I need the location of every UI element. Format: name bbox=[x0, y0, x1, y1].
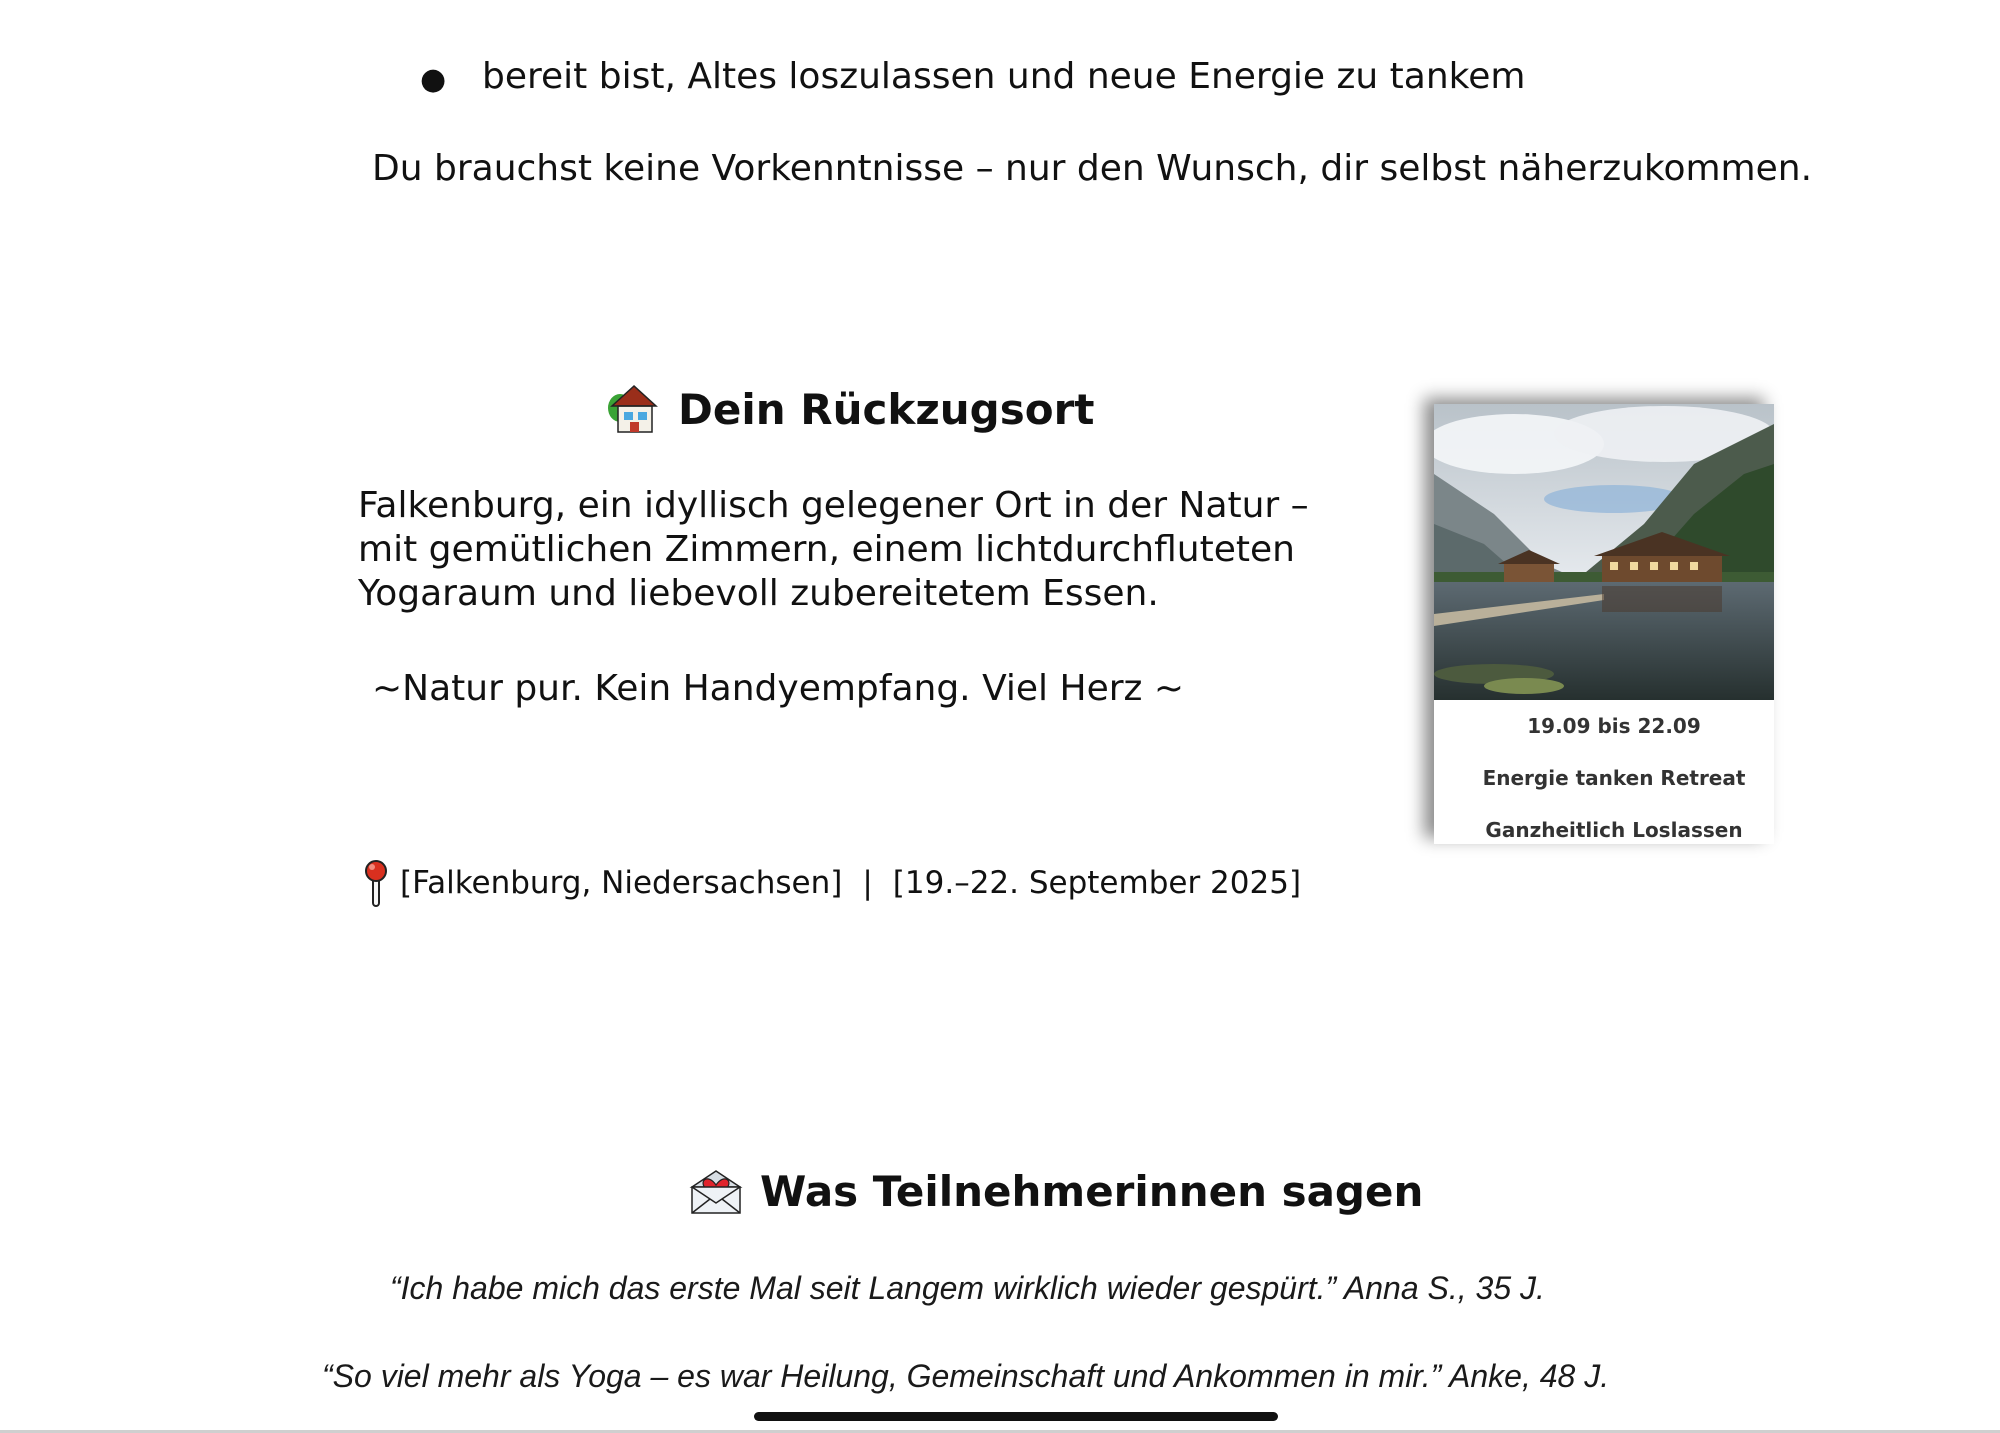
testimonials-heading-text: Was Teilnehmerinnen sagen bbox=[760, 1166, 1424, 1216]
flyer-title: Energie tanken Retreat bbox=[1482, 766, 1746, 790]
separator: | bbox=[862, 865, 873, 901]
retreat-description-line: Yogaraum und liebevoll zubereitetem Essen. bbox=[358, 573, 1159, 614]
retreat-heading-text: Dein Rückzugsort bbox=[678, 384, 1095, 434]
house-with-garden-icon bbox=[606, 382, 662, 436]
location-date-line bbox=[358, 858, 1301, 908]
retreat-description bbox=[358, 484, 1309, 616]
bullet-item-text: bereit bist, Altes loszulassen und neue Energie zu tankem bbox=[482, 56, 1526, 97]
retreat-flyer bbox=[1434, 404, 1774, 844]
bullet-marker: ● bbox=[420, 62, 447, 97]
retreat-tagline: ~Natur pur. Kein Handyempfang. Viel Herz ~ bbox=[372, 668, 1185, 709]
home-indicator[interactable] bbox=[754, 1412, 1278, 1421]
testimonial-quote: “So viel mehr als Yoga – es war Heilung, Gemeinschaft und Ankommen in mir.” Anke, 48 J. bbox=[322, 1358, 1610, 1394]
testimonials-heading bbox=[688, 1165, 1423, 1217]
retreat-description-line: Falkenburg, ein idyllisch gelegener Ort in der Natur – bbox=[358, 485, 1309, 526]
no-experience-text: Du brauchst keine Vorkenntnisse – nur den Wunsch, dir selbst näherzukommen. bbox=[372, 148, 1813, 189]
lake-mountain-photo bbox=[1434, 404, 1774, 700]
flyer-dates: 19.09 bis 22.09 bbox=[1527, 714, 1701, 738]
location-text: [Falkenburg, Niedersachsen] bbox=[400, 865, 843, 901]
retreat-heading bbox=[606, 382, 1094, 436]
retreat-description-line: mit gemütlichen Zimmern, einem lichtdurchfluteten bbox=[358, 529, 1295, 570]
envelope-with-heart-icon bbox=[688, 1165, 744, 1217]
date-text: [19.–22. September 2025] bbox=[892, 865, 1302, 901]
flyer-subtitle: Ganzheitlich Loslassen bbox=[1485, 818, 1743, 842]
testimonial-quote: “Ich habe mich das erste Mal seit Langem wirklich wieder gespürt.” Anna S., 35 J. bbox=[390, 1270, 1545, 1306]
round-pushpin-icon bbox=[358, 858, 394, 908]
